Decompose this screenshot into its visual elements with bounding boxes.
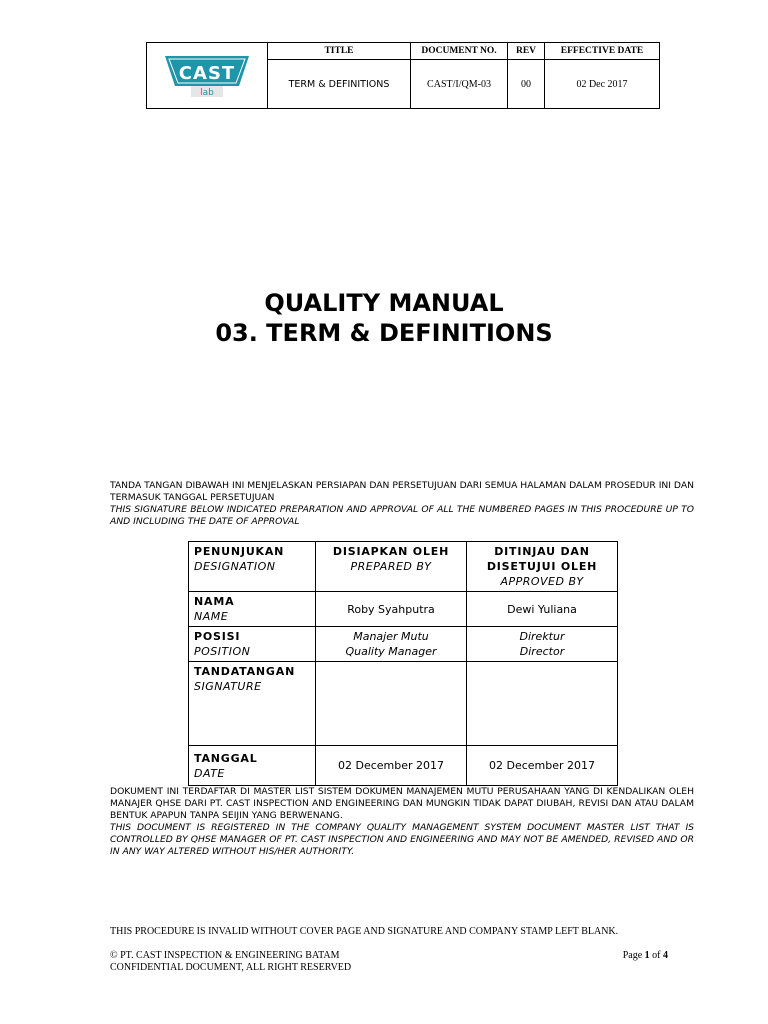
head-approved-en: APPROVED BY xyxy=(500,575,584,588)
head-prepared-id: DISIAPKAN OLEH xyxy=(332,545,450,558)
approved-position-id: Direktur xyxy=(519,630,565,643)
approved-position-en: Director xyxy=(519,645,565,658)
page-number xyxy=(600,950,668,962)
row-signature-label xyxy=(189,662,316,746)
val-effective-date: 02 Dec 2017 xyxy=(545,60,660,109)
head-approved xyxy=(467,542,618,592)
row-name-en: NAME xyxy=(194,610,229,623)
col-title: TITLE xyxy=(268,43,411,60)
title-line-2: 03. TERM & DEFINITIONS xyxy=(215,319,553,347)
row-signature-en: SIGNATURE xyxy=(194,680,262,693)
head-designation-id: PENUNJUKAN xyxy=(194,545,285,558)
intro-indonesian xyxy=(110,480,694,504)
notice-en-text: THIS DOCUMENT IS REGISTERED IN THE COMPANY QUALITY MANAGEMENT SYSTEM DOCUMENT MASTER LIST THAT IS CONTROLLED BY QHSE MANAGER OF PT. CAST INSPECTION AND ENGINEERING AND MAY NOT BE AMENDED, REVISED AND OR IN ANY WAY ALTERED WITHOUT HIS/HER AUTHORITY. xyxy=(110,822,694,857)
cast-lab-logo-icon xyxy=(159,48,255,98)
row-date-label xyxy=(189,746,316,786)
logo-sub: lab xyxy=(200,88,214,98)
approved-position xyxy=(467,627,618,662)
invalid-notice: THIS PROCEDURE IS INVALID WITHOUT COVER PAGE AND SIGNATURE AND COMPANY STAMP LEFT BLANK. xyxy=(110,926,619,937)
prepared-date: 02 December 2017 xyxy=(316,746,467,786)
val-rev: 00 xyxy=(508,60,545,109)
val-title: TERM & DEFINITIONS xyxy=(268,60,411,109)
approved-signature-box xyxy=(467,662,618,746)
prepared-signature-box xyxy=(316,662,467,746)
intro-id-text: TANDA TANGAN DIBAWAH INI MENJELASKAN PERSIAPAN DAN PERSETUJUAN DARI SEMUA HALAMAN DALAM PROSEDUR INI DAN TERMASUK TANGGAL PERSETUJUAN xyxy=(110,480,694,503)
row-name-id: NAMA xyxy=(194,595,235,608)
document-header xyxy=(146,42,660,109)
col-document-no: DOCUMENT NO. xyxy=(411,43,508,60)
page-total: 4 xyxy=(663,950,668,961)
col-effective-date: EFFECTIVE DATE xyxy=(545,43,660,60)
head-prepared xyxy=(316,542,467,592)
intro-english xyxy=(110,504,694,528)
row-position-en: POSITION xyxy=(194,645,251,658)
confidential-note: CONFIDENTIAL DOCUMENT, ALL RIGHT RESERVED xyxy=(110,962,352,973)
col-rev: REV xyxy=(508,43,545,60)
val-document-no: CAST/I/QM-03 xyxy=(411,60,508,109)
logo-word: CAST xyxy=(178,63,236,84)
head-designation-en: DESIGNATION xyxy=(194,560,276,573)
title-line-1: QUALITY MANUAL xyxy=(264,289,504,317)
row-date-en: DATE xyxy=(194,766,225,780)
row-position-label xyxy=(189,627,316,662)
prepared-position-id: Manajer Mutu xyxy=(353,630,429,643)
prepared-position xyxy=(316,627,467,662)
company-copyright: © PT. CAST INSPECTION & ENGINEERING BATAM xyxy=(110,950,340,961)
row-date-id: TANGGAL xyxy=(194,751,258,765)
head-approved-id: DITINJAU DAN DISETUJUI OLEH xyxy=(486,545,598,573)
row-name-label xyxy=(189,592,316,627)
prepared-position-en: Quality Manager xyxy=(345,645,437,658)
head-designation xyxy=(189,542,316,592)
logo-cell xyxy=(147,43,268,109)
page-prefix: Page xyxy=(622,950,645,961)
notice-indonesian xyxy=(110,786,694,822)
page-of: of xyxy=(649,950,663,961)
page-current: 1 xyxy=(644,950,650,961)
approved-name: Dewi Yuliana xyxy=(467,592,618,627)
signature-table xyxy=(188,541,618,786)
intro-en-text: THIS SIGNATURE BELOW INDICATED PREPARATION AND APPROVAL OF ALL THE NUMBERED PAGES IN THIS PROCEDURE UP TO AND INCLUDING THE DATE OF APPROVAL xyxy=(110,504,694,527)
row-position-id: POSISI xyxy=(194,630,241,643)
approved-date: 02 December 2017 xyxy=(467,746,618,786)
row-signature-id: TANDATANGAN xyxy=(194,665,296,678)
prepared-name: Roby Syahputra xyxy=(316,592,467,627)
notice-english xyxy=(110,822,694,858)
notice-id-text: DOKUMENT INI TERDAFTAR DI MASTER LIST SISTEM DOKUMEN MANAJEMEN MUTU PERUSAHAAN YANG DI KENDALIKAN OLEH MANAJER QHSE DARI PT. CAST INSPECTION AND ENGINEERING DAN MUNGKIN TIDAK DAPAT DIUBAH, REVISI DAN ATAU DALAM BENTUK APAPUN TANPA SEIJIN YANG BERWENANG. xyxy=(110,786,694,821)
head-prepared-en: PREPARED BY xyxy=(350,560,432,573)
